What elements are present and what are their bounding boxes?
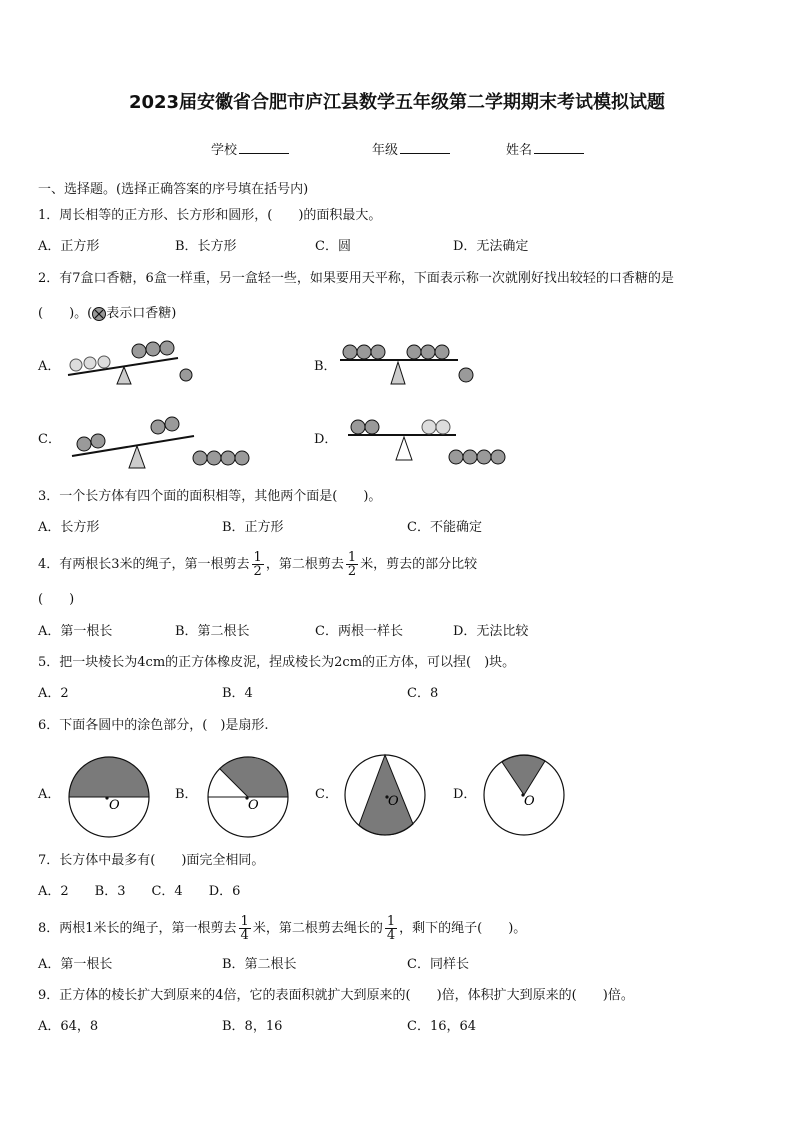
q7-stem: 7．长方体中最多有( )面完全相同。 [38,853,265,868]
q5-stem: 5．把一块棱长为4cm的正方体橡皮泥，捏成棱长为2cm的正方体，可以捏( )块。 [38,655,516,670]
q4-option-a[interactable]: A．第一根长 [38,624,113,639]
q2-option-d[interactable]: D． [314,432,338,447]
q4-option-d[interactable]: D．无法比较 [453,624,529,639]
name-label: 姓名 [506,143,533,158]
grade-label: 年级 [372,143,399,158]
q4-stem [38,547,477,583]
q9-option-b[interactable]: B．8，16 [222,1019,283,1034]
q1-stem: 1．周长相等的正方形、长方形和圆形，( )的面积最大。 [38,208,382,223]
q6-option-c[interactable]: C． [315,787,338,802]
q4-option-b[interactable]: B．第二根长 [175,624,250,639]
q8-stem-part3: ，剩下的绳子( )。 [399,921,527,936]
q2-paren: ( )。( [38,306,93,321]
q4-stem-part3: 米，剪去的部分比较 [360,557,478,572]
circle-b-center-label: O [248,798,259,813]
q2-option-a[interactable]: A． [38,359,61,374]
scale-d-figure [344,410,514,470]
school-label: 学校 [211,143,238,158]
q3-option-a[interactable]: A．长方形 [38,520,100,535]
fraction-half: $\frac{1}{2}$ [253,550,262,579]
fraction-quarter: $\frac{1}{4}$ [240,914,249,943]
q4-stem-part1: 4．有两根长3米的绳子，第一根剪去 [38,557,250,572]
circle-d-figure [482,753,566,837]
q3-stem: 3．一个长方体有四个面的面积相等，其他两个面是( )。 [38,489,382,504]
q4-option-c[interactable]: C．两根一样长 [315,624,403,639]
q7-options[interactable]: A．2 B．3 C．4 D．6 [38,884,241,899]
q2-stem: 2．有7盒口香糖，6盒一样重，另一盒轻一些，如果要用天平称，下面表示称一次就刚好找出较轻的口香糖的是 [38,271,674,286]
q4-paren: ( ) [38,592,75,607]
q9-option-c[interactable]: C．16，64 [407,1019,477,1034]
q2-option-b[interactable]: B． [314,359,337,374]
circle-a-figure [67,755,151,839]
fraction-quarter-2: $\frac{1}{4}$ [386,914,396,943]
page-title: 2023届安徽省合肥市庐江县数学五年级第二学期期末考试模拟试题 [128,92,666,113]
q1-option-c[interactable]: C．圆 [315,239,351,254]
scale-c-figure [66,410,256,470]
grade-field[interactable] [372,141,450,159]
circle-d-center-label: O [524,794,535,809]
q1-option-d[interactable]: D．无法确定 [453,239,529,254]
scale-a-figure [60,335,220,390]
q8-stem-part1: 8．两根1米长的绳子，第一根剪去 [38,921,237,936]
q8-option-a[interactable]: A．第一根长 [38,957,113,972]
q3-option-c[interactable]: C．不能确定 [407,520,482,535]
q9-stem: 9．正方体的棱长扩大到原来的4倍，它的表面积就扩大到原来的( )倍，体积扩大到原来的( )倍。 [38,988,634,1003]
q8-stem [38,911,526,947]
q1-option-b[interactable]: B．长方形 [175,239,237,254]
q5-option-a[interactable]: A．2 [38,686,69,701]
q2-legend: 表示口香糖) [106,306,177,321]
q6-option-b[interactable]: B． [175,787,198,802]
q2-option-c[interactable]: C． [38,432,61,447]
name-field[interactable] [506,141,584,159]
q6-stem: 6．下面各圆中的涂色部分，( )是扇形. [38,718,269,733]
scale-b-figure [336,335,496,390]
circle-c-center-label: O [388,794,399,809]
q6-option-d[interactable]: D． [453,787,477,802]
q5-option-c[interactable]: C．8 [407,686,439,701]
q1-option-a[interactable]: A．正方形 [38,239,100,254]
school-field[interactable] [211,141,289,159]
q8-option-b[interactable]: B．第二根长 [222,957,297,972]
q5-option-b[interactable]: B．4 [222,686,253,701]
circle-c-figure [343,753,427,837]
section-heading: 一、选择题。(选择正确答案的序号填在括号内) [38,182,309,197]
q9-option-a[interactable]: A．64，8 [38,1019,99,1034]
q8-stem-part2: 米，第二根剪去绳长的 [252,921,383,936]
gum-icon [92,307,106,321]
q6-option-a[interactable]: A． [38,787,61,802]
fraction-half-2: $\frac{1}{2}$ [347,550,357,579]
circle-b-figure [206,755,290,839]
q2-stem-line2 [38,306,176,322]
circle-a-center-label: O [109,798,120,813]
q4-stem-part2: ，第二根剪去 [265,557,344,572]
q3-option-b[interactable]: B．正方形 [222,520,284,535]
q8-option-c[interactable]: C．同样长 [407,957,469,972]
